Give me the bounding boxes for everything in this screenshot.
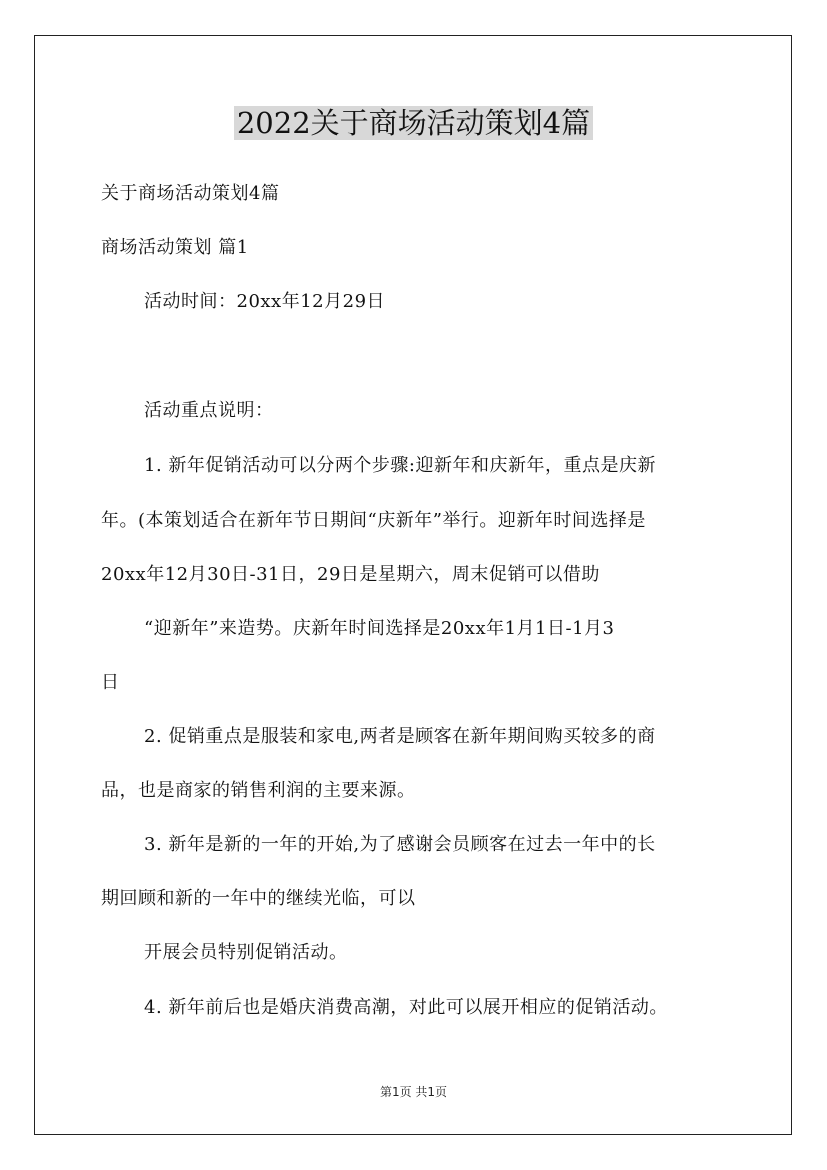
paragraph-line: “迎新年”来造势。庆新年时间选择是20xx年1月1日-1月3 (144, 618, 615, 639)
paragraph-line: 期回顾和新的一年中的继续光临，可以 (101, 888, 416, 909)
paragraph-line: 年。(本策划适合在新年节日期间“庆新年”举行。迎新年时间选择是 (101, 510, 646, 531)
page-number-footer: 第1页 共1页 (379, 1085, 448, 1099)
paragraph-line: 开展会员特别促销活动。 (144, 942, 348, 963)
document-title (0, 103, 827, 143)
section-heading: 商场活动策划 篇1 (101, 237, 249, 258)
activity-time-line: 活动时间：20xx年12月29日 (144, 291, 386, 312)
key-points-heading: 活动重点说明： (144, 400, 274, 421)
paragraph-line: 20xx年12月30日-31日，29日是星期六，周末促销可以借助 (101, 564, 600, 585)
paragraph-line: 1. 新年促销活动可以分两个步骤:迎新年和庆新年，重点是庆新 (144, 455, 656, 476)
document-title-text: 2022关于商场活动策划4篇 (234, 106, 593, 140)
paragraph-line: 日 (101, 672, 120, 693)
paragraph-line: 2. 促销重点是服装和家电,两者是顾客在新年期间购买较多的商 (144, 726, 656, 747)
paragraph-line: 4. 新年前后也是婚庆消费高潮，对此可以展开相应的促销活动。 (144, 997, 668, 1018)
document-subtitle: 关于商场活动策划4篇 (101, 183, 280, 204)
paragraph-line: 品，也是商家的销售利润的主要来源。 (101, 780, 416, 801)
paragraph-line: 3. 新年是新的一年的开始,为了感谢会员顾客在过去一年中的长 (144, 834, 656, 855)
